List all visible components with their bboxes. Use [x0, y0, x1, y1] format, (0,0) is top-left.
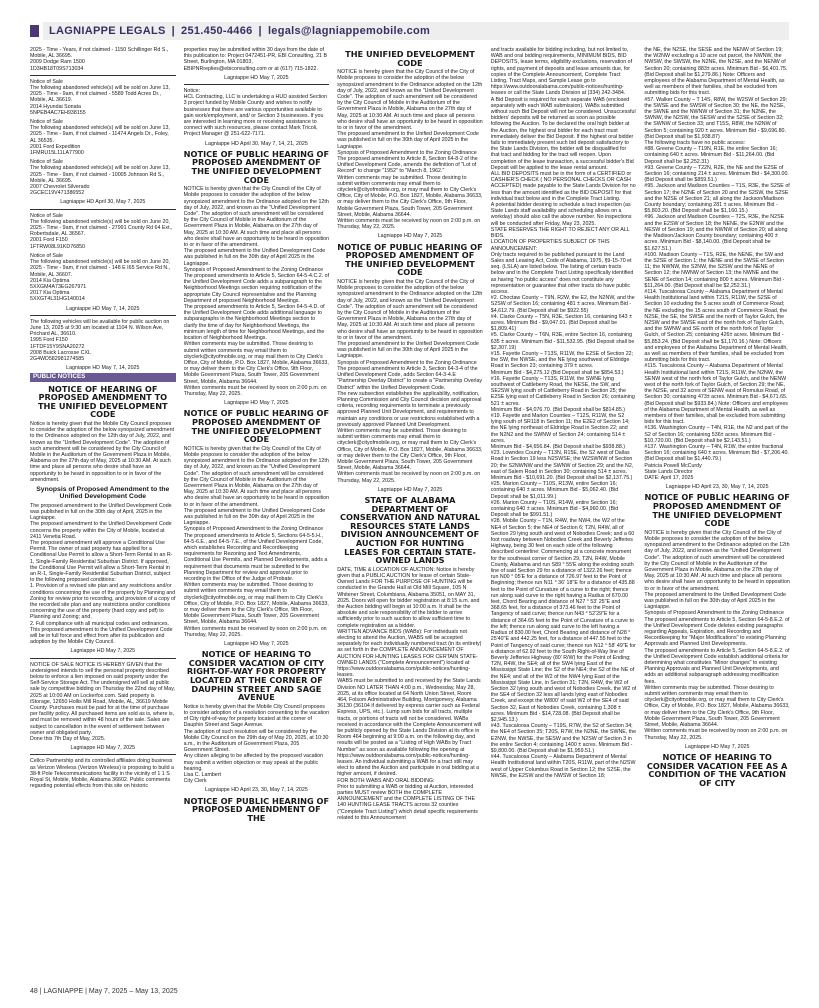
notice-paragraph: NOTICE is hereby given that the City Council of the City of Mobile proposes to consider the adoption of the below synopsized amendment to the Ordinance adopted on the 12th day of July, 2022, and known as the "Unified Development Code". The adoption of such amendment will be considered by the City Council of Mobile in the Auditorium of the Government Plaza in Mobile, Alabama on the 27th day of May, 2025 at 10:30 AM. At such time and place all persons who desire shall have an opportunity to be heard in opposition to or in favor of the amendment. The proposed amendment to the Unified Development Code was published in full on the 30th day of April 2025 in the Lagniappe. Synopsis of Proposed Amendment to the Zoning Ordinance The proposed amendments to Article 5, Section 64-5-4.C.2. of the Unified Development Code adds a subparagraph to the Neighborhood Meetings section requiring notification of the appropriate City Council representative and the Planning Department of proposed Neighborhood Meetings. The proposed amendments to Article 5, Section 64-5-4.D. of the Unified Development Code adds additional language to subparagraphs in the Neighborhood Meetings section to clarify the time of day for Neighborhood Meetings, the minimum length of time for Neighborhood Meetings, and the location of Neighborhood Meetings. Written comments may be submitted. Those desiring to submit written comments may email them to cityclerk@cityofmobile.org, or may mail them to City Clerk's Office, City of Mobile, P.O. Box 1827, Mobile, Alabama 36633, or may deliver them to the City Clerk's Office, 9th Floor, Mobile Government Plaza, South Tower, 205 Government Street, Mobile, Alabama 36644. Written comments must be received by noon on 2:00 p.m. on Thursday, May 22, 2025.	[183, 186, 330, 397]
notice-divider	[30, 658, 176, 659]
notice-paragraph: NOTICE is hereby given that the City Council of the City of Mobile proposes to consider the adoption of the below synopsized amendment to the Ordinance adopted on the 12th day of July, 2022, and known as the "Unified Development Code". The adoption of such amendment will be considered by the City Council of Mobile in the Auditorium of the Government Plaza in Mobile, Alabama on the 27th day of May, 2025 at 10:30 AM. At such time and place all persons who desire shall have an opportunity to be heard in opposition to or in favor of the amendment. The proposed amendment to the Unified Development Code was published in full on the 30th day of April 2025 in the Lagniappe. Synopsis of Proposed Amendment to the Zoning Ordinance The proposed amendment to Article 8, Section 64-8-2 of the Unified Development Code, amends the definition of "Lot of Record" to change "1952" to "March 8, 1962." Written comments may be submitted. Those desiring to submit written comments may email them to cityclerk@cityofmobile.org, or may mail them to City Clerk's Office, City of Mobile, P.O. Box 1827, Mobile, Alabama 36633, or may deliver them to the City Clerk's Office, 9th Floor, Mobile Government Plaza, South Tower, 205 Government Street, Mobile, Alabama 36644. Written comments must be received by noon on 2:00 p.m. on Thursday, May 22, 2025.	[337, 69, 483, 231]
column-4	[491, 47, 637, 980]
notice-paragraph: Notice of Sale The following abandoned vehicle(s) will be sold on June 20, 2025 - Time - 9am, if not claimed - 27991 County Rd 64 Ext., Robertsdale, AL 36567. 2001 Ford F150 1FTRW08L91KD76850	[30, 212, 173, 250]
notice-divider	[30, 754, 176, 755]
notice-divider	[184, 84, 330, 85]
column-2	[184, 47, 330, 980]
notice-heading: NOTICE OF PUBLIC HEARING OF PROPOSED AMENDMENT OF THE UNIFIED DEVELOPMENT CODE	[337, 241, 483, 278]
notice-paragraph: and tracts available for bidding including, but not limited to, WAB and oral bidding requirements, MINIMUM BIDS, BID DEPOSITS, lease terms, eligibility exclusions, reservation of rights, and payment of deposits and lease amounts due, for copies of the Complete Announcement, Complete Tract Listing, Tract Maps, and Sample Lease go to https://www.outdooralabama.com/public-notices/hunting-leases or call the State Lands Division at (334) 242-3484. A Bid Deposit is required for each separate WAB (enclosed separately with each WAB submission). WABs submitted without such Bid Deposit will not be considered. Unsuccessful bidders' deposits will be returned as soon as possible following the Auction. To be declared the oral high bidder at the Auction, the highest oral bidder for each tract must immediately deliver the Bid Deposit. If the highest oral bidder fails to immediately present such bid deposit satisfactory to the State Lands Division, the bidder will be disqualified for that tract and bidding for the tract will reopen. Upon completion of the lease transaction, a successful bidder's Bid Deposit will be applied to the lease rental amount. ALL BID DEPOSITS must be in the form of a CERTIFIED or CASHIER'S CHECK ( NO PERSONAL CHECKS OR CASH ACCEPTED) made payable to the State Lands Division for no less than the amount identified as the BID DEPOSIT for that individual tract below and in the Complete Tract Listing. A potential bidder desiring to schedule a tract inspection (as State Lands staff availability and scheduling allows on a workday) should also call the above number. No inspections will be conducted after Friday, May 23, 2025. STATE RESERVES THE RIGHT TO REJECT ANY OR ALL BIDS. LOCATION OF PROPERTIES SUBJECT OF THIS ANNOUNCEMENT: Only tracts required to be published pursuant to the Land Sales and Leasing Act, Code of Alabama, 1975, §9-15-70 et seq. (LSLA) are listed below. The listing of certain tracts below and in the Complete Tract Listing specifically identified as having "no public access" does not constitute any representation or guarantee that other tracts do have public access. #2. Choctaw County – T9N, R2W, the E2, the N2NW, and the S2SW of Section 16; containing 481 ± acres. Minimum Bid - $4,612.79. (Bid Deposit shall be $922.55) #4. Clarke County – T5N, R3E, Section 16, containing 643 ± acres. Minimum Bid - $9,047.01. (Bid Deposit shall be $1,809.41) #5. Clarke County – T6N, R3E, entire Section 16, containing 635 ± acres. Minimum Bid - $11,532.95. (Bid Deposit shall be $2,307.19) #15. Fayette County – T13S, R11W, the E2SE of Section 22; the SW, the NWSE, and the NE lying southwest of Eldridge Road in Section 23; containing 379 ± acres. Minimum Bid - $4,275.12 (Bid Deposit shall be $854.53.) #16. Fayette County – T13S, R11W, the SWNE lying southwest of Cattleberry Road, the NESE, the SW, and SE2SW lying south of Cattleberry Road in Section 25; the E2SE lying east of Cattleberry Road in Section 26; containing 521 ± acres. Minimum Bid - $4,076.70. (Bid Deposit shall be $814.85.) #19. Fayette and Marion Counties – T12S, R11W, the S2 lying south of SR118 in Section 11; the E2E2 of Section 14; the NE lying northeast of Eldridge Road in Section 22; and the N2N2 and the SWNW of Section 24; containing 514 ± acres. Minimum Bid - $4,656.84. (Bid Deposit shall be $938.88.) #23. Lowndes County – T13N, R15E, the S2 west of Dallas Road in Section 19 less N2SWSE; the W2SWNW of Section 20; the S2NWNW and the SWNW of Section 29; and the N2, east of Salem Road in Section 30; containing 514 ± acres. Minimum Bid - $10,691.20. (Bid Deposit shall be $2,137.75.) #25. Marion County – T10S, R13W, entire Section 16; containing 640 ± acres. Minimum Bid - $5,062.40. (Bid Deposit shall be $1,011.99.) #26. Marion County – T10S, R14W, entire Section 16; containing 640 ± acres. Minimum Bid - $4,960.00. (Bid Deposit shall be $991.51.) #28. Mobile County – T1N, R4W, the NW4, the W2 of the NE4 of Section 5; the NE4 of Section 6; T2N, R4W, all of Section 29 lying south and west of Nobodies Creek; and a 60 foot roadway between Nobodies Creek and Beverly Jefferies Highway, being 30 feet on each side of the following described centerline: Commencing at a concrete monument for the southeast corner of Section 29, T2N, R4W, Mobile County, Alabama and run S89 ° 55'E along the existing south line of said Section 29 for a distance of 1322.26 feet; thence run N00 ° 05'E for a distance of 726.97 feet to the Point of Beginning; thence run N11 ° 36' 18"E for a distance of 435.88 feet to the Point of Curvature of a curve to the right; thence run along said curve to the right having a Radius of 670.00 feet, Chord Bearing and distance of N27 ° 53' 25"E and 368.65 feet, for a distance of 373.46 feet to the Point of Tangency of said curve; thence run N43 ° 52'29"E for a distance of 364.65 feet to the Point of Curvature of a curve to the left; thence run along said curve to the left having a Radius of 830.00 feet, Chord Bearing and distance of N28 ° 25'40"E and 442.25 feet, for a distance of 447.55 feet to the Point of Tangency of said curve; thence run N12 ° 58' 49"E for a distance of 62.92 feet to the South Right-of-Way line of Beverly Jefferies Highway (80' R/W) for the Point of Ending; T2N, R4W, the SE4; all of the SW4 lying East of the Mississippi State Line; the S2 of the NE4; the S2 of the NE of the NE4; and all of the W2 of the NW4 lying East of the Mississippi State Line, in Section 31; T2N, R4W, the W2 of Section 32 lying south and west of Nobodies Creek, the W2 of the SE4 of Section 32 less all lands lying east of Nobodies Creek, and except the W800' of said W2 of the SE4 of said Section 32, East of Nobodies Creek, containing 1,308 ± acres. Minimum Bid - $14,728.08. (Bid Deposit shall be $2,945.13.) #43. Tuscaloosa County – T19S, R7W, the S2 of Section 34; the NE4 of Section 35; T20S, R7W, the N2NE, the SWNE, the E2NW, the NWSE, the SESW and the N2SW of Section 3 in the entire Section 4; containing 1400 ± acres. Minimum Bid - $9,800.00. (Bid Deposit shall be $1,959.51.) #44. Tuscaloosa County – Alabama Department of Mental Health Institutional land within T20S, R11W, part of the N2SW west of Upper Columbus Road in Section 12; the S2SE, the NWSE, the E2SW and the NWSW of Section 18;	[490, 47, 637, 779]
notice-paragraph: Notice of Sale The following abandoned vehicle(s) will be sold on June 13, 2025 - Time - 9am, if not claimed - 11474 Angels Dr., Foley, AL 36535. 2001 Ford Expedition 1FMRU15L11LA77900	[30, 119, 170, 157]
page-footer: 48 | LAGNIAPPE | May 7, 2025 – May 13, 2025	[30, 988, 178, 995]
notice-divider	[30, 209, 176, 210]
publication-line: Lagniappe HD May 7, 2025	[684, 743, 750, 750]
notice-paragraph: NOTICE is hereby given that the City Council of the City of Mobile proposes to consider the adoption of the below synopsized amendment to the Ordinance adopted on the 12th day of July, 2022, and known as the "Unified Development Code". The adoption of such amendment will be considered by the City Council of Mobile in the Auditorium of the Government Plaza in Mobile, Alabama on the 27th day of May, 2025 at 10:30 AM. At such time and place all persons who desire shall have an opportunity to be heard in opposition to or in favor of the amendment. The proposed amendment to the Unified Development Code was published in full on the 30th day of April 2025 in the Lagniappe. Synopsis of Proposed Amendment to the Zoning Ordinance The proposed amendment to Article 3, Section 64-3-4 of the Unified Development Code, adds Section 64-3-4.E "Partnership Overlay District" to create a "Partnership Overlay District" within the Unified Development Code. The new subsection establishes the applicability, notification, Planning Commission and City Council decision and approval criteria, recording requirements to terminate a previously approved Planned Unit Development, and requirements to maintain any conditions or use restrictions established with a previously approved Planned Unit Development. Written comments may be submitted. Those desiring to submit written comments may email them to cityclerk@cityofmobile.org, or may mail them to City Clerk's Office, City of Mobile, P.O. Box 1827, Mobile, Alabama 36633, or may deliver them to the City Clerk's Office, 9th Floor, Mobile Government Plaza, South Tower, 205 Government Street, Mobile, Alabama 36644. Written comments must be received by noon on 2:00 p.m. on Thursday, May 22, 2025.	[337, 279, 483, 484]
legal-notices-columns	[30, 47, 790, 980]
email-address[interactable]: legals@lagniappemobile.com	[267, 25, 431, 37]
publication-line: Lagniappe HD April 23, 30, May 7, 14, 2025	[205, 787, 308, 794]
notice-paragraph: Notice is hereby given that the Mobile City Council proposes to consider the adoption of the below synopsized amendment to the Ordinance adopted on the 12th day of July, 2022, and known as the "Unified Development Code". The adoption of such amendment will be considered by the City Council of Mobile in the Auditorium of the Government Plaza in Mobile, Alabama on the 27th day of May, 2025 at 10:30 AM. At such time and place all persons who desire shall have an opportunity to be heard in opposition to or in favor of the amendment.	[30, 420, 174, 483]
publication-line: Lagniappe HD May 7, 2025	[70, 745, 136, 752]
notice-heading: NOTICE OF PUBLIC HEARING OF PROPOSED AMENDMENT OF THE UNIFIED DEVELOPMENT CODE	[183, 408, 330, 445]
publication-line: Lagniappe HD May 7, 2025	[377, 233, 443, 240]
notice-paragraph: Notice of Sale The following abandoned vehicle(s) will be sold on June 20, 2025 - Time - 9am, if not claimed - 148 E I65 Service Rd N., Mobile, AL 36607. 2014 Kia Optima 5XXGM4A73EG267971 2017 Kia Optima 5XXGT4L31HG140014	[30, 252, 171, 303]
notice-heading: NOTICE OF PUBLIC HEARING OF PROPOSED AMENDMENT OF THE	[183, 795, 330, 823]
notice-paragraph: Notice of Sale The following abandoned vehicle(s) will be sold on June 13, 2025 - Time - 9am, if not claimed - 5589 Todd Acres Dr., Mobile, AL 36619. 2014 Hyundai Sonata 5NPEB4AC7EH938155	[30, 78, 170, 116]
column-3	[337, 47, 483, 980]
notice-heading: STATE OF ALABAMA DEPARTMENT OF CONSERVATION AND NATURAL RESOURCES STATE LANDS DIVISION ANNOUNCEMENT OF AUCTION FOR HUNTING LEASES FOR CERTAIN STATE-OWNED LANDS	[340, 494, 480, 566]
notice-heading: NOTICE OF HEARING TO CONSIDER VACATION FEE AS A CONDITION OF THE VACATION OF CITY	[646, 751, 788, 788]
separator: |	[171, 25, 176, 37]
column-5	[644, 47, 790, 980]
notice-heading: THE UNIFIED DEVELOPMENT CODE	[345, 49, 475, 68]
notice-heading: NOTICE OF PUBLIC HEARING OF PROPOSED AMENDMENT OF THE UNIFIED DEVELOPMENT CODE	[183, 148, 330, 185]
notice-paragraph: DATE, TIME & LOCATION OF AUCTION: Notice is hereby given that a PUBLIC AUCTION for lease of certain State-Owned Lands FOR THE PURPOSE OF HUNTING will be conducted in the Grande Hall at Old Mill Square, 105 N Whitener Street, Columbiana, Alabama 35051, on MAY 31, 2025. Doors will open for bidder registration at 8:15 a.m. and the Auction bidding will begin at 10:00 a.m. It shall be the absolute and sole responsibility of the bidder to arrive sufficiently prior to such auction to allow sufficient time to complete registration as a bidder. WRITTEN ADVANCE BIDS (WABs): For individuals not electing to attend the Auction, WABS will be accepted separately for each individually numbered tract (in its entirety) as set forth in the COMPLETE ANNOUNCEMENT OF AUCTION FOR HUNTING LEASES FOR CERTAIN STATE-OWNED LANDS ("Complete Announcement") located at https://www.outdooralabama.com/public-notices/hunting-leases. WABS must be submitted to and received by the State Lands Division NO LATER THAN 4:00 p.m., Wednesday, May 28, 2025, at its office located at 64 North Union Street, Room 464, Folsom Administrative Building, Montgomery, Alabama 36130 (36104 if delivered by express carrier such as Federal Express, UPS, etc.). Lump sum bids for all tracts, multiple tracts, or portions of tracts will not be considered. WABs received in accordance with the Complete Announcement will be publicly opened by the State Lands Division at its office in Room 464 beginning at 9:00 a.m. on the following day, and results will be posted as a "Listing of High WABs by Tract Number" as soon as available following the opening at https://www.outdooralabama.com/public-notices/hunting-leases. An individual submitting a WAB for a tract still may elect to attend the Auction and participate in oral bidding at a higher amount, if desired. FOR BOTH WABS AND ORAL BIDDING: Prior to submitting a WAB or bidding at Auction, interested parties MUST review BOTH the COMPLETE ANNOUNCEMENT and the COMPLETE LISTING OF THE 140 HUNTING LEASE TRACTS across 32 counties ("Complete Tract Listing") which detail specific requirements related to this Announcement	[337, 566, 482, 821]
notice-heading: NOTICE OF HEARING TO CONSIDER VACATION OF CITY RIGHT-OF-WAY FOR PROPERTY LOCATED AT THE CORNER OF DAUPHIN STREET AND SAGE AVENUE	[186, 649, 326, 703]
notice-paragraph: The following vehicles will be available for public auction on June 13, 2025 at 9:30 am located at 1104 N. Wilson Ave, Prichard AL, 36610. 1995 Ford F150 1FTDF15Y9SNA20272 2008 Buick Lacrosse CXL 2G4WD582981274585	[30, 318, 170, 362]
section-banner: PUBLIC NOTICES	[30, 373, 176, 381]
notice-divider	[30, 315, 176, 316]
notice-divider	[30, 75, 176, 76]
publication-line: Lagniappe HD April 30, May 7, 2025	[60, 199, 146, 206]
publication-line: Lagniappe HD April 23, 30, May 7, 14, 2025	[665, 484, 769, 491]
publication-line: Lagniappe HD May 7, 2025	[377, 486, 443, 493]
publication-line: Lagniappe HD May 7, 2025	[224, 74, 289, 81]
separator: |	[258, 25, 262, 37]
notice-paragraph: Cellco Partnership and its controlled affiliates doing business as Verizon Wireless (Verizon Wireless) is proposing to build a 38-ft Pole Telecommunications facility in the vicinity of 1 1 S Royal St, Mobile, Mobile, Alabama 36602. Public comments regarding potential effects from this site on historic	[30, 758, 174, 790]
section-title: LAGNIAPPE LEGALS	[49, 25, 166, 37]
phone-number: 251.450-4466	[181, 25, 253, 37]
publication-line: Lagniappe HD May 7, 14, 2025	[66, 305, 140, 312]
notice-heading: NOTICE OF HEARING OF PROPOSED AMENDMENT TO THE UNIFIED DEVELOPMENT CODE	[37, 383, 168, 420]
header-accent-block	[30, 25, 39, 37]
notice-subheading: Synopsis of Proposed Amendment to the Unified Development Code	[36, 485, 170, 501]
notice-paragraph: Notice: HCL Contracting, LLC is undertaking a HUD assisted Section 3 project funded by Mobile County and wishes to notify businesses that there are various opportunities available to gain work/employment, and/ or Section 3 businesses. If you are interested in learning more or receiving assistance to connect with such resources, please contact Mark Tricoli, Project Manager @ 251-622-7171.	[183, 88, 328, 138]
notice-heading: NOTICE OF PUBLIC HEARING OF PROPOSED AMENDMENT OF THE UNIFIED DEVELOPMENT CODE	[644, 492, 790, 529]
notice-paragraph: the NE, the N2SE, the SESE and the NENW of Section 19; the W2NW excluding a 10 acre out parcel, the NWNW, the NWSW, the SWSW, the N2NE, the N2SE, and the NENW of Section 20; containing 883± acres. Minimum Bid - $6,401.75. (Bid Deposit shall be $1,279.86.) Note: Officers and employees of the Alabama Department of Mental Health, as well as members of their families, shall be excluded from submitting bids for this tract. #57. Walker County – T 14S, R8W, the W2SW of Section 29; the SWSE and the SWSW of Section 30; the NE, the N2SE, the SWNE and the NWNW of Section 31; the N2NE, the SWNW, the N2SW, the SESW and the S2SE of Section 32; the SWNW of Section 33; and T15S, R8W, the N2NW of Section 5; containing 920 ± acres. Minimum Bid - $9,696.80. (Bid Deposit shall be $1,938.87) The following tracts have no public access: #88. Greene County – T19N, R1E, the entire Section 16; containing 640 ± acres. Minimum Bid - $11,264.00. (Bid Deposit shall be $2,252.31) #93. Greene County – T22N, R2E, the NE and the E2SE of Section 16; containing 214 ± acres. Minimum Bid - $4,300.00. (Bid Deposit shall be $859.51.) #95. Jackson and Madison Counties – T1S, R3E, the S2SE of Section 17; the N2NE of Section 20 and the S2SW, the S2SE and the N2SE of Section 21; all along the Jackson/Madison County boundary; containing 281 ± acres. Minimum Bid - $5,803.20. (Bid Deposit shall be $1,160.15.) #96. Jackson and Madison Counties – T2S, R3E, the N2SE and the E2SW of Section 18; the NENE, the E2NW and the NESW of Section 19; and the NWNW of Section 20; all along the Madison/Jackson County boundary; containing 400 ± acres. Minimum Bid - $8,140.00. (Bid Deposit shall be $1,627.51.) #100. Madison County – T1S, R2E, the NENE, the SW and the S2SE of Section 1; the NENE and the SWSE of Section 11; the NWNW, the S2NW, the S2SW and the NENE of Section 12; the NWNW of Section 13; the NWNE and the SENE of Section 14; containing 800 ± acres. Minimum Bid - $11,264.00. (Bid Deposit shall be $2,252.31.) #114. Tuscaloosa County – Alabama Department of Mental Health Institutional land within T21S, R11W, the S2SE of Section 10 excluding the 5 acres south of Commerce Road; the NE excluding the 15 acres south of Commerce Road, the N2SE, the SE, the SWSE and the north of Taylor Gulch, the N2SW and the SWSE east of the north fork of Taylor Gulch, and the SWNW and SE north of the north fork of Taylor Gulch, of Section 25; containing 426± acres. Minimum Bid - $5,853.24. (Bid Deposit shall be $1,170.16.) Note: Officers and employees of the Alabama Department of Mental Health, as well as members of their families, shall be excluded from submitting bids for this tract. #115. Tuscaloosa County – Alabama Department of Mental Health Institutional land within T21S, R11W, the N2NW, the SENW west of the north fork of Taylor Gulch, and the NENW west of the north fork of Taylor Gulch, of Section 29; the NE, the N2SE, and 32 acres of SENW east of Romulus Road, of Section 30; containing 473± acres. Minimum Bid - $4,671.65. (Bid Deposit shall be $933.84.) Note: Officers and employees of the Alabama Department of Mental Health, as well as members of their families, shall be excluded from submitting bids for this tract. #136. Washington County – T4N, R1E, the N2 and part of the S2 of Section 16; containing 536± acres. Minimum Bid - $10,720.00. (Bid Deposit shall be $2,143.51.) #137. Washington County – T4N, R1W, the entire fractional Section 16; containing 640 ± acres. Minimum Bid - $7,206.40. (Bid Deposit shall be $1,440.79.) Patricia Powell McCurdy State Lands Director DATE: April 17, 2025	[644, 47, 790, 482]
header-bar	[43, 22, 789, 40]
notice-paragraph: 2025 - Time - Years, if not claimed - 1150 Schillinger Rd S., Mobile, AL 36695. 2009 Dodge Ram 1500 1D3HB18T09S713034	[30, 47, 169, 72]
notice-paragraph: NOTICE is hereby given that the City Council of the City of Mobile proposes to consider the adoption of the below synopsized amendment to the Ordinance adopted on the 12th day of July, 2022, and known as the "Unified Development Code". The adoption of such amendment will be considered by the City Council of Mobile in the Auditorium of the Government Plaza in Mobile, Alabama on the 27th day of May, 2025 at 10:30 AM. At such time and place all persons who desire shall have an opportunity to be heard in opposition to or in favor of the amendment. The proposed amendment to the Unified Development Code was published in full on the 30th day of April 2025 in the Lagniappe. Synopsis of Proposed Amendment to the Zoning Ordinance The proposed amendments to Article 5, Sections 64-5-5.H., 64-5-6.E., and 64-5-7.E., of the Unified Development Code, which establishes Recording and Recordkeeping requirements for Rezoning and Text Amendments, Conditional Use Permits, and Planned Developments, adds a requirement that documents must be submitted to the Planning Department for review and approval prior to recording in the Office of the Judge of Probate. Written comments may be submitted. Those desiring to submit written comments may email them to cityclerk@cityofmobile.org, or may mail them to City Clerk's Office, City of Mobile, P.O. Box 1827, Mobile, Alabama 36633, or may deliver them to the City Clerk's Office, 9th Floor, Mobile Government Plaza, South Tower, 205 Government Street, Mobile, Alabama 36644. Written comments must be received by noon on 2:00 p.m. on Thursday, May 22, 2025.	[183, 445, 330, 638]
notice-paragraph: Notice is hereby given that the Mobile City Council proposes to consider adoption of a resolution consenting to the vacation of City right-of-way for property located at the corner of Dauphin Street and Sage Avenue. The adoption of such resolution will be considered by the Mobile City Council on the 29th day of May 20, 2025, at 10:30 a.m., in the Auditorium of Government Plaza, 205 Government Street. Any citizen alleging to be affected by the proposed vacation may submit a written objection or may speak at the public hearing. Lisa C. Lambert City Clerk	[183, 703, 330, 785]
column-1	[30, 47, 176, 980]
publication-line: Lagniappe HD April 30, May 7, 14, 21, 2025	[205, 140, 308, 147]
notice-paragraph: properties may be submitted within 30 days from the date of this publication to: Project 0472451-PR, EBI Consulting, 21 B Street, Burlington, MA 01803, EBIPNRreplies@ebiconsulting.com or at (617) 715-1822.	[183, 47, 327, 72]
publication-line: Lagniappe HD May 7, 14, 2025	[66, 365, 140, 372]
notice-paragraph: NOTICE is hereby given that the City Council of the City of Mobile proposes to consider the adoption of the below synopsized amendment to the Ordinance adopted on the 12th day of July, 2022, and known as the "Unified Development Code". The adoption of such amendment will be considered by the City Council of Mobile in the Auditorium of the Government Plaza in Mobile, Alabama on the 27th day of May, 2025 at 10:30 AM. At such time and place all persons who desire shall have an opportunity to be heard in opposition to or in favor of the amendment. The proposed amendment to the Unified Development Code was published in full on the 30th day of April 2025 in the Lagniappe. Synopsis of Proposed Amendment to the Zoning Ordinance The proposed amendments to Article 5, Section 64-5-8.E.2. of the Unified Development Code deletes existing paragraphs regarding Appeals, Expiration, and Recording and Recordkeeping for "Major Modifications" to existing Planning Approvals and Planned Unit Developments. The proposed amendments to Article 5, Section 64-5-8.E.2. of the Unified Development Code establish additional criteria for determining what constitutes "Minor changes" to existing Planning Approvals and Planned Unit Developments, and adds an additional subparagraph addressing modification fees. Written comments may be submitted. Those desiring to submit written comments may email them to cityclerk@cityofmobile.org, or may mail them to City Clerk's Office, City of Mobile, P.O. Box 1827, Mobile, Alabama 36633, or may deliver them to the City Clerk's Office, 9th Floor, Mobile Government Plaza, South Tower, 205 Government Street, Mobile, Alabama 36644. Written comments must be received by noon on 2:00 p.m. on Thursday, May 22, 2025.	[644, 529, 790, 741]
publication-line: Lagniappe HD May 7, 2025	[70, 648, 136, 655]
page-header	[30, 21, 789, 41]
notice-paragraph: The proposed amendment to the Unified Development Code was published in full on the 30th day of April, 2025 in the Lagniappe. The proposed amendment to the Unified Development Code concerns the property within the City of Mobile, located at 2411 Venetia Road. The proposed amendment will approve a Conditional Use Permit. The owner of said property has applied for a Conditional Use Permit to allow a Short-Term Rental in an R-1, Single-Family Residential Suburban District. If approved, the Conditional Use Permit will allow a Short-Term Rental in an R-1, Single-Family Residential Suburban District, subject to the following proposed conditions: 1. Provision of a revised site plan and any restrictions and/or conditions concerning the use of the property by Planning and Zoning for review prior to recording, and provision of a copy of the recorded site plan and any restrictions and/or conditions concerning the use of the property (hard copy and pdf) to Planning and Zoning; and, 2. Full compliance with all municipal codes and ordinances. This proposed amendment to the Unified Development Code will be in full force and effect from after its publication and adoption by the Mobile City Council.	[30, 502, 176, 646]
publication-line: Lagniappe HD May 7, 2025	[224, 641, 289, 647]
publication-line: Lagniappe HD May 7, 2025	[224, 400, 289, 407]
notice-paragraph: Notice of Sale The following abandoned vehicle(s) will be sold on June 13, 2025 - Time - 9am, if not claimed - 10005 Johnson Rd S., Mobile, AL 36695. 2007 Chevrolet Silverado 2GCEC19V471386552	[30, 159, 170, 197]
notice-paragraph: NOTICE OF SALE NOTICE IS HEREBY GIVEN that the undersigned intends to sell the personal property described below to enforce a lien imposed on said property under the Self-Service Storage Act. The undersigned will sell at public sale by competitive bidding on Thursday the 22nd day of May, 2025 at 10:00 AM on Lockerfox.com. Said property is iStorage, 12650 Hollis Mill Road, Mobile, AL, 36619 Mobile County. Purchases must be paid for at the time of purchase per facility policy. All purchased items are sold as is, where is, and must be removed within 48 hours of the sale. Sales are subject to cancellation in the event of settlement between owner and obligated party. Done this 7th Day of May, 2025.	[30, 661, 175, 743]
